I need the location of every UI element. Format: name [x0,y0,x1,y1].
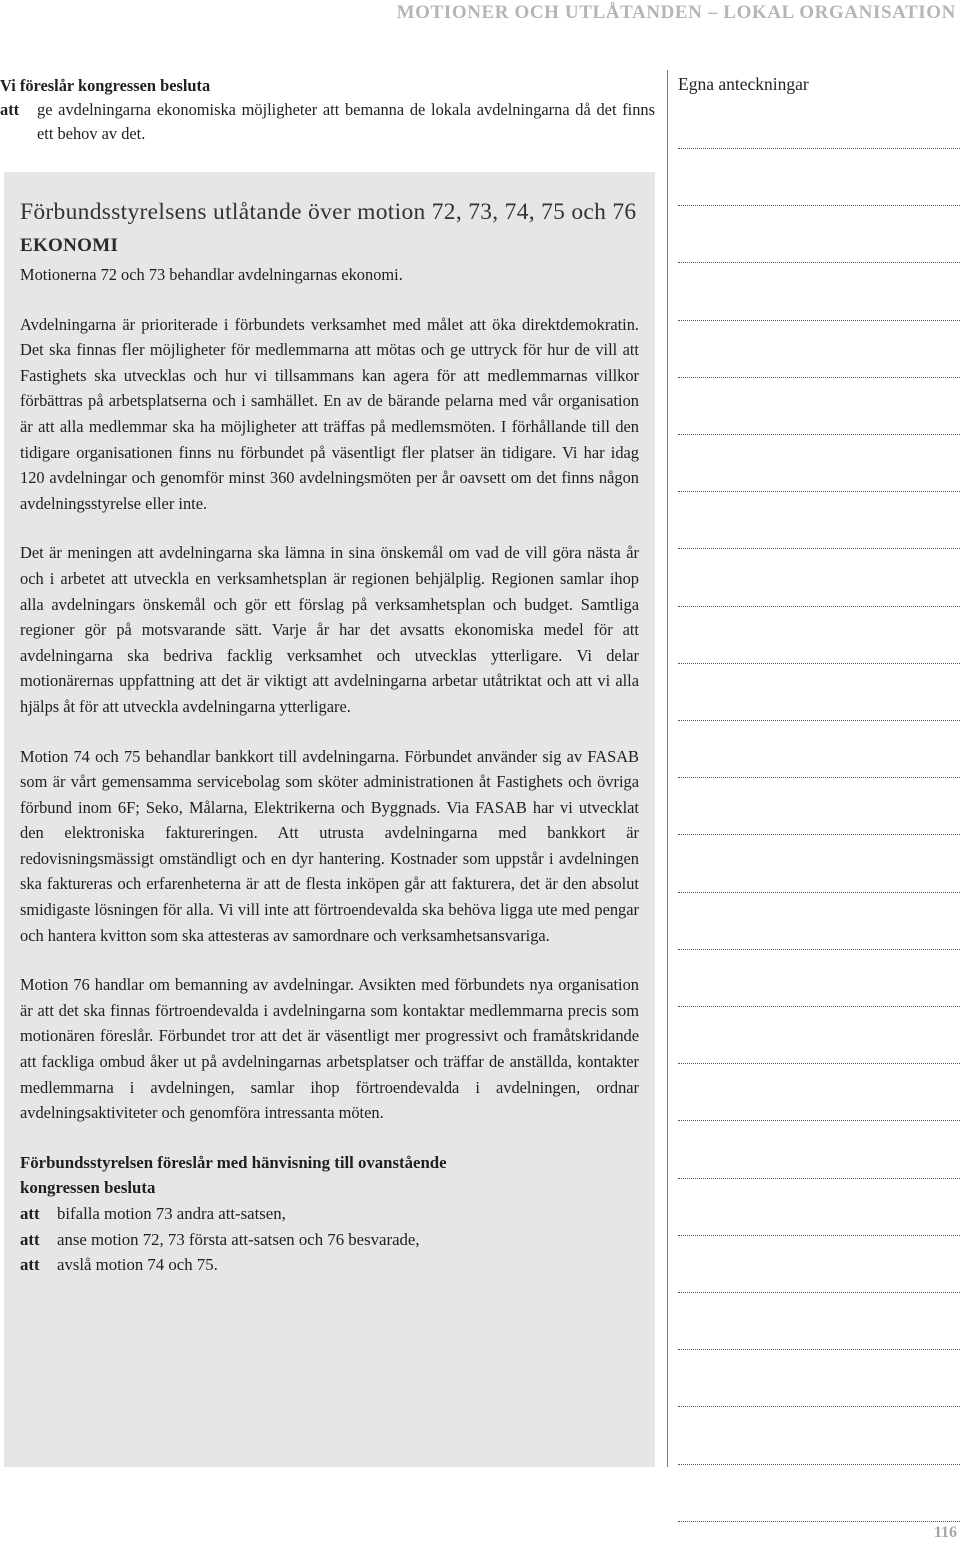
note-line [678,949,960,950]
note-line [678,262,960,263]
proposal-text: anse motion 72, 73 första att-satsen och 76 besvarade, [57,1229,420,1249]
proposal-text: bifalla motion 73 andra att-satsen, [57,1204,286,1223]
note-line [678,892,960,893]
note-line [678,1178,960,1179]
paragraph: Motion 74 och 75 behandlar bankkort till avdelningarna. Förbundet använder sig av FASAB som är vårt gemensamma servicebolag som sköter administrationen åt Fastighets och övriga förbund inom 6F; Seko, Målarna, Elektrikerna och Byggnads. Via FASAB har vi utvecklat den elektroniska faktureringen. Att utrusta avdelningarna med bankkort är redovisningsmässigt omständligt och en dyr hantering. Kostnader som uppstår i avdelningen ska faktureras och erfarenheterna är att de flesta inköpen går att fakturera, det är den absolut smidigaste lösningen för alla. Vi vill inte att förtroendevalda ska behöva ligga ute med pengar och hantera kvitton som ska attesteras av samordnare och verksamhetsansvariga. [20,746,639,945]
note-line [678,720,960,721]
note-line [678,491,960,492]
note-line [678,1292,960,1293]
proposal-text: avslå motion 74 och 75. [57,1255,218,1275]
paragraph: Avdelningarna är prioriterade i förbundets verksamhet med målet att öka direktdemokratin. Det ska finnas fler möjligheter för medlemmarna att mötas och ge uttryck för hur de vill att Fastighets ska utvecklas och hur vi tillsammans kan agera för att medlemmarnas villkor förbättras på arbetsplatserna och i samhället. En av de bärande pelarna med vår organisation är att alla medlemmar ska ha möjligheter att träffas på medlemsmöten. I förhållande till den tidigare organisationen finns nu förbundet på väsentligt fler platser än tidigare. Vi har idag 120 avdelningar och genomför minst 360 avdelningsmöten per år oavsett om det finns någon avdelningsstyrelse eller inte. [20,314,639,513]
proposal-item [20,1201,639,1227]
column-divider [667,70,668,1467]
note-line [678,377,960,378]
proposal-item [20,1252,639,1278]
note-line [678,1349,960,1350]
att-keyword: att [20,1255,40,1275]
note-line [678,148,960,149]
note-line [678,1464,960,1465]
note-line [678,834,960,835]
intro-att-clause [0,98,655,146]
proposal-item [20,1227,639,1253]
proposal-heading: Förbundsstyrelsen föreslår med hänvisning till ovanstående [20,1152,447,1172]
note-line [678,1406,960,1407]
notes-lines [678,0,960,1543]
proposal-heading-2: kongressen besluta [20,1178,156,1198]
page-number: 116 [933,1524,957,1541]
att-keyword: att [20,1204,40,1223]
intro-decision [0,74,655,146]
board-statement-box [4,172,655,1467]
note-line [678,1006,960,1007]
intro-heading: Vi föreslår kongressen besluta [0,76,211,95]
note-line [678,434,960,435]
note-line [678,548,960,549]
att-keyword: att [20,1229,40,1249]
note-line [678,606,960,607]
note-line [678,1120,960,1121]
note-line [678,1235,960,1236]
section-label: EKONOMI [20,235,119,256]
paragraph: Det är meningen att avdelningarna ska lämna in sina önskemål om vad de vill göra nästa år och i arbetet att utveckla en verksamhetsplan är regionen behjälplig. Regionen samlar ihop alla avdelningars önskemål och gör ett förslag på verksamhetsplan och budget. Samtliga regioner gör på motsvarande sätt. Varje år har det avsatts ekonomiska medel för att avdelningarna ska bedriva facklig verksamhet och utvecklas ytterligare. Vi delar motionärernas uppfattning att det är viktigt att avdelningarna arbetar utåtriktat och att vi alla hjälps åt för att utveckla avdelningarna ytterligare. [20,543,639,716]
running-header-title: MOTIONER OCH UTLÅTANDEN – LOKAL ORGANISATION [396,2,956,23]
paragraph: Motion 76 handlar om bemanning av avdelningar. Avsikten med förbundets nya organisation är att det ska finnas förtroendevalda i avdelningarna som kontaktar medlemmarna precis som motionären föreslår. Förbundet tror att det är väsentligt mer progressivt och framåtskridande att fackliga ombud åker ut på avdelningarnas arbetsplatser och träffar de anställda, kontakter medlemmarna i avdelningen, samlar ihop förtroendevalda i avdelningen, ordnar avdelningsaktiviteter och genomföra intressanta möten. [20,975,639,1123]
note-line [678,205,960,206]
note-line [678,1521,960,1522]
note-line [678,777,960,778]
att-text: ge avdelningarna ekonomiska möjligheter att bemanna de lokala avdelningarna då det finns ett behov av det. [37,100,655,143]
statement-title: Förbundsstyrelsens utlåtande över motion 72, 73, 74, 75 och 76 [20,199,637,225]
paragraph: Motionerna 72 och 73 behandlar avdelningarnas ekonomi. [20,265,403,284]
notes-title: Egna anteckningar [678,74,809,94]
note-line [678,320,960,321]
note-line [678,1063,960,1064]
att-keyword: att [0,100,20,119]
note-line [678,663,960,664]
